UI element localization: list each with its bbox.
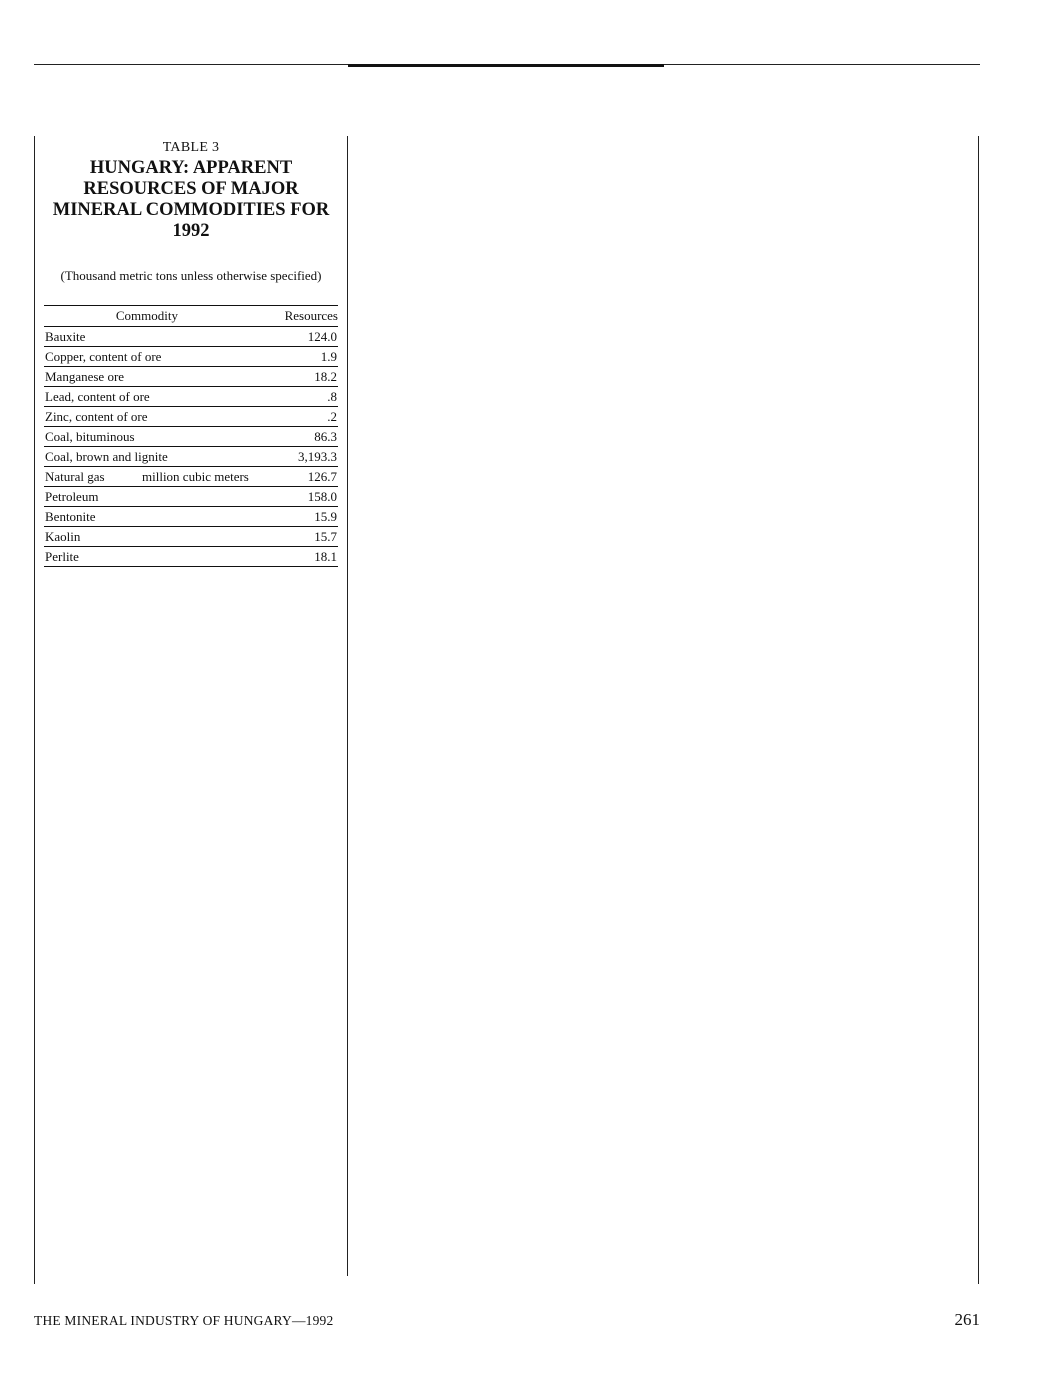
resources-header: Resources: [250, 306, 338, 327]
commodity-name: Petroleum: [45, 489, 99, 504]
resources-cell: 124.0: [250, 327, 338, 347]
commodity-unit: million cubic meters: [142, 469, 249, 484]
table-header-row: [44, 306, 338, 327]
table-label: TABLE 3: [162, 140, 220, 155]
running-footer: THE MINERAL INDUSTRY OF HUNGARY—1992: [34, 1313, 334, 1328]
table-row: [44, 347, 338, 367]
table-row: [44, 407, 338, 427]
table-row: [44, 427, 338, 447]
table-row: [44, 547, 338, 567]
resources-cell: .8: [250, 387, 338, 407]
commodity-cell: [44, 407, 250, 427]
table-title-line: MINERAL COMMODITIES FOR: [52, 200, 330, 220]
table-title-line: 1992: [172, 221, 210, 241]
table-row: [44, 327, 338, 347]
commodity-name: Perlite: [45, 549, 79, 564]
commodity-cell: [44, 427, 250, 447]
table-title-line: RESOURCES OF MAJOR: [83, 179, 299, 199]
resources-cell: 3,193.3: [250, 447, 338, 467]
commodity-cell: [44, 527, 250, 547]
table-row: [44, 387, 338, 407]
commodity-name: Copper, content of ore: [45, 349, 162, 364]
commodity-cell: [44, 367, 250, 387]
table-title: [44, 158, 338, 242]
commodity-name: Coal, bituminous: [45, 429, 135, 444]
right-column-rule: [978, 136, 979, 1284]
resources-cell: 86.3: [250, 427, 338, 447]
top-rule-accent: [348, 64, 664, 67]
table-row: [44, 487, 338, 507]
resources-cell: 18.2: [250, 367, 338, 387]
commodity-cell: [44, 387, 250, 407]
table-row: [44, 507, 338, 527]
resources-cell: 15.9: [250, 507, 338, 527]
table-block: [44, 140, 338, 567]
table-row: [44, 447, 338, 467]
commodity-name: Manganese ore: [45, 369, 125, 384]
table-row: [44, 367, 338, 387]
resources-cell: 1.9: [250, 347, 338, 367]
resources-cell: .2: [250, 407, 338, 427]
table-subtitle: (Thousand metric tons unless otherwise specified): [60, 268, 322, 283]
middle-column-rule: [347, 136, 348, 1276]
commodity-name: Zinc, content of ore: [45, 409, 148, 424]
resources-table: [44, 305, 338, 567]
left-column-rule: [34, 136, 35, 1284]
table-body: [44, 327, 338, 567]
commodity-cell: [44, 507, 250, 527]
resources-cell: 18.1: [250, 547, 338, 567]
commodity-name: Lead, content of ore: [45, 389, 150, 404]
commodity-cell: [44, 447, 250, 467]
commodity-cell: [44, 487, 250, 507]
commodity-cell: [44, 467, 250, 487]
commodity-name: Natural gas: [45, 469, 105, 484]
commodity-header: Commodity: [44, 306, 250, 327]
commodity-name: Bentonite: [45, 509, 96, 524]
commodity-name: Kaolin: [45, 529, 81, 544]
resources-cell: 158.0: [250, 487, 338, 507]
table-row: [44, 467, 338, 487]
page-number: 261: [954, 1310, 980, 1329]
commodity-name: Bauxite: [45, 329, 86, 344]
table-title-line: HUNGARY: APPARENT: [89, 158, 293, 178]
commodity-cell: [44, 327, 250, 347]
commodity-cell: [44, 347, 250, 367]
table-row: [44, 527, 338, 547]
commodity-name: Coal, brown and lignite: [45, 449, 168, 464]
resources-cell: 126.7: [250, 467, 338, 487]
commodity-cell: [44, 547, 250, 567]
resources-cell: 15.7: [250, 527, 338, 547]
